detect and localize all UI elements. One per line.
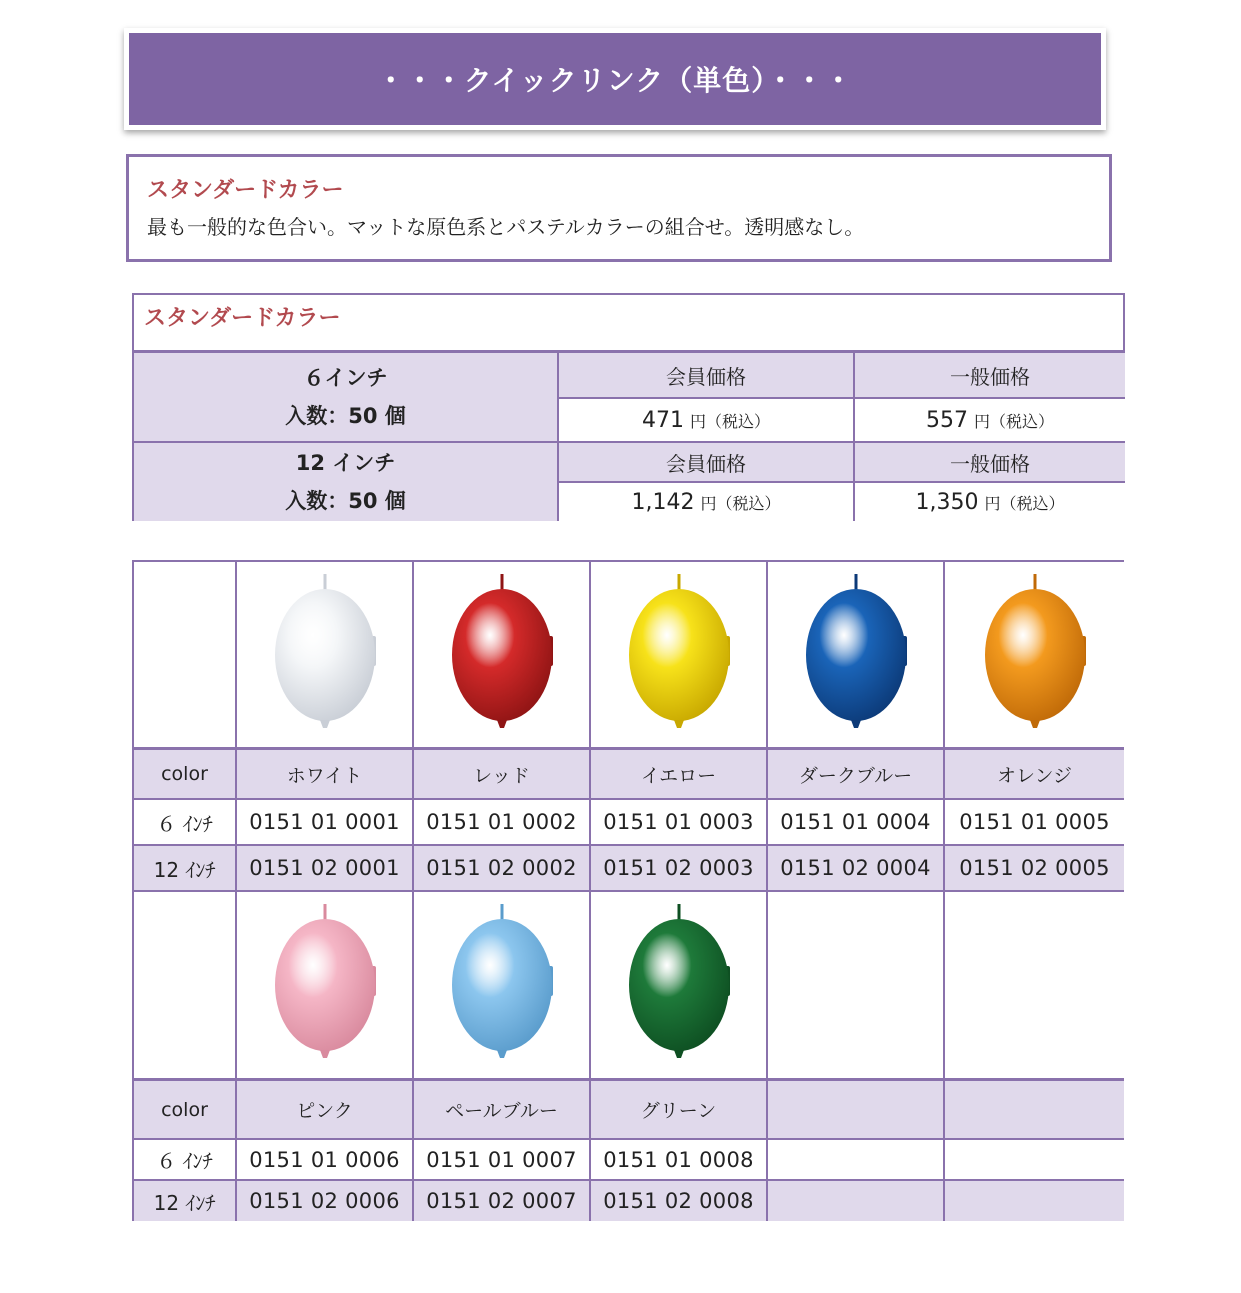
color-name: イエロー	[640, 764, 717, 787]
balloon-knot	[851, 720, 861, 728]
balloon-body	[452, 589, 552, 721]
color-name-cell	[768, 750, 945, 800]
six-inch-label: ６ ｲﾝﾁ	[156, 1149, 213, 1173]
price-number: 557	[925, 407, 968, 433]
balloon-knot	[497, 720, 507, 728]
color-name: レッド	[473, 764, 530, 787]
product-code: 0151 02 0007	[426, 1189, 577, 1213]
balloon-knot	[320, 1050, 330, 1058]
six-inch-code-cell	[945, 800, 1124, 846]
balloon-knot	[674, 1050, 684, 1058]
price-table	[132, 293, 1125, 521]
price-number: 1,350	[915, 489, 979, 515]
balloon-body	[806, 589, 906, 721]
price-unit: 円（税込）	[973, 411, 1054, 431]
six-inch-code-cell	[591, 800, 768, 846]
six-inch-code-cell	[237, 800, 414, 846]
product-code: 0151 02 0001	[249, 856, 400, 880]
balloon-image	[619, 570, 739, 740]
balloon-cell	[945, 562, 1124, 750]
balloon-body	[275, 919, 375, 1051]
six-inch-code-cell	[414, 1140, 591, 1181]
six-inch-code-cell	[945, 1140, 1124, 1181]
price-unit: 円（税込）	[689, 411, 770, 431]
twelve-inch-label: 12 ｲﾝﾁ	[153, 857, 216, 882]
member-price-label: 会員価格	[666, 364, 746, 389]
balloon-body	[629, 589, 729, 721]
color-name-cell	[414, 1081, 591, 1140]
color-name-cell	[591, 750, 768, 800]
color-name: ペールブルー	[445, 1100, 558, 1122]
general-price-value	[855, 399, 1125, 443]
twelve-inch-code-cell	[768, 846, 945, 892]
size-label: ６インチ	[303, 366, 388, 390]
member-price-header	[559, 443, 855, 483]
twelve-inch-code-cell	[237, 846, 414, 892]
price-unit: 円（税込）	[700, 493, 781, 513]
member-price-header	[559, 353, 855, 399]
color-row-header	[134, 750, 237, 800]
description-text: 最も一般的な色合い。マットな原色系とパステルカラーの組合せ。透明感なし。	[147, 215, 865, 239]
balloon-cell	[414, 562, 591, 750]
count-label: 入数：50 個	[285, 404, 406, 428]
balloon-knot	[320, 720, 330, 728]
description-box	[126, 154, 1112, 262]
six-inch-label: ６ ｲﾝﾁ	[156, 811, 213, 836]
member-price-value	[559, 399, 855, 443]
balloon-image	[265, 900, 385, 1070]
general-price-header	[855, 353, 1125, 399]
title-banner-inner	[129, 33, 1101, 125]
color-name: ダークブルー	[798, 764, 913, 787]
color-name: オレンジ	[996, 764, 1073, 787]
color-label: color	[161, 1098, 208, 1121]
balloon-cell	[591, 892, 768, 1081]
product-code: 0151 02 0002	[426, 856, 577, 880]
size-label: 12 インチ	[295, 451, 396, 475]
count-label: 入数：50 個	[285, 489, 406, 513]
color-name-cell	[414, 750, 591, 800]
balloon-image	[796, 570, 916, 740]
product-code: 0151 01 0004	[780, 810, 931, 834]
color-name: グリーン	[640, 1100, 717, 1122]
product-code: 0151 02 0004	[780, 856, 931, 880]
product-code: 0151 01 0007	[426, 1147, 577, 1172]
six-inch-row-header	[134, 1140, 237, 1181]
member-price-value	[559, 483, 855, 521]
balloon-knot	[497, 1050, 507, 1058]
twelve-inch-code-cell	[591, 846, 768, 892]
product-code: 0151 01 0003	[603, 810, 754, 834]
description-heading: スタンダードカラー	[147, 178, 344, 203]
general-price-label: 一般価格	[950, 364, 1030, 389]
six-inch-code-cell	[768, 800, 945, 846]
size-cell-6inch	[134, 353, 559, 443]
twelve-inch-row-header	[134, 846, 237, 892]
six-inch-code-cell	[237, 1140, 414, 1181]
color-name-cell	[768, 1081, 945, 1140]
price-unit: 円（税込）	[984, 493, 1065, 513]
balloon-cell	[237, 562, 414, 750]
balloon-image	[442, 570, 562, 740]
six-inch-code-cell	[768, 1140, 945, 1181]
color-name-cell	[945, 750, 1124, 800]
color-name-cell	[591, 1081, 768, 1140]
color-row-header	[134, 1081, 237, 1140]
color-name-cell	[237, 1081, 414, 1140]
general-price-label: 一般価格	[950, 451, 1030, 476]
balloon-body	[275, 589, 375, 721]
balloon-cell	[414, 892, 591, 1081]
twelve-inch-code-cell	[591, 1181, 768, 1221]
size-cell-12inch	[134, 443, 559, 521]
six-inch-row-header	[134, 800, 237, 846]
balloon-cell	[768, 562, 945, 750]
product-code: 0151 01 0006	[249, 1147, 400, 1172]
product-code: 0151 01 0008	[603, 1147, 754, 1172]
title-banner	[124, 28, 1106, 130]
twelve-inch-code-cell	[414, 1181, 591, 1221]
balloon-image	[975, 570, 1095, 740]
twelve-inch-code-cell	[945, 1181, 1124, 1221]
color-label: color	[161, 763, 208, 785]
twelve-inch-row-header	[134, 1181, 237, 1221]
twelve-inch-code-cell	[237, 1181, 414, 1221]
image-row-header	[134, 562, 237, 750]
price-number: 471	[641, 407, 684, 433]
color-name-cell	[945, 1081, 1124, 1140]
balloon-cell	[237, 892, 414, 1081]
product-code: 0151 02 0008	[603, 1189, 754, 1213]
balloon-knot	[674, 720, 684, 728]
six-inch-code-cell	[591, 1140, 768, 1181]
balloon-body	[629, 919, 729, 1051]
balloon-cell	[768, 892, 945, 1081]
member-price-label: 会員価格	[666, 451, 746, 476]
balloon-body	[985, 589, 1085, 721]
price-table-heading: スタンダードカラー	[144, 306, 341, 331]
page-title: ・・・クイックリンク（単色）・・・	[376, 64, 854, 97]
color-grid	[132, 560, 1124, 1221]
general-price-value	[855, 483, 1125, 521]
product-code: 0151 01 0005	[959, 810, 1110, 834]
balloon-body	[452, 919, 552, 1051]
general-price-header	[855, 443, 1125, 483]
color-name: ホワイト	[286, 764, 363, 787]
balloon-image	[265, 570, 385, 740]
product-code: 0151 01 0001	[249, 810, 400, 834]
product-code: 0151 01 0002	[426, 810, 577, 834]
twelve-inch-label: 12 ｲﾝﾁ	[153, 1190, 216, 1215]
twelve-inch-code-cell	[945, 846, 1124, 892]
color-name-cell	[237, 750, 414, 800]
twelve-inch-code-cell	[768, 1181, 945, 1221]
six-inch-code-cell	[414, 800, 591, 846]
balloon-image	[619, 900, 739, 1070]
color-name: ピンク	[296, 1100, 353, 1122]
price-number: 1,142	[631, 489, 695, 515]
balloon-knot	[1030, 720, 1040, 728]
product-code: 0151 02 0005	[959, 856, 1110, 880]
image-row-header	[134, 892, 237, 1081]
balloon-cell	[591, 562, 768, 750]
twelve-inch-code-cell	[414, 846, 591, 892]
balloon-cell	[945, 892, 1124, 1081]
product-code: 0151 02 0003	[603, 856, 754, 880]
balloon-image	[442, 900, 562, 1070]
product-code: 0151 02 0006	[249, 1189, 400, 1213]
